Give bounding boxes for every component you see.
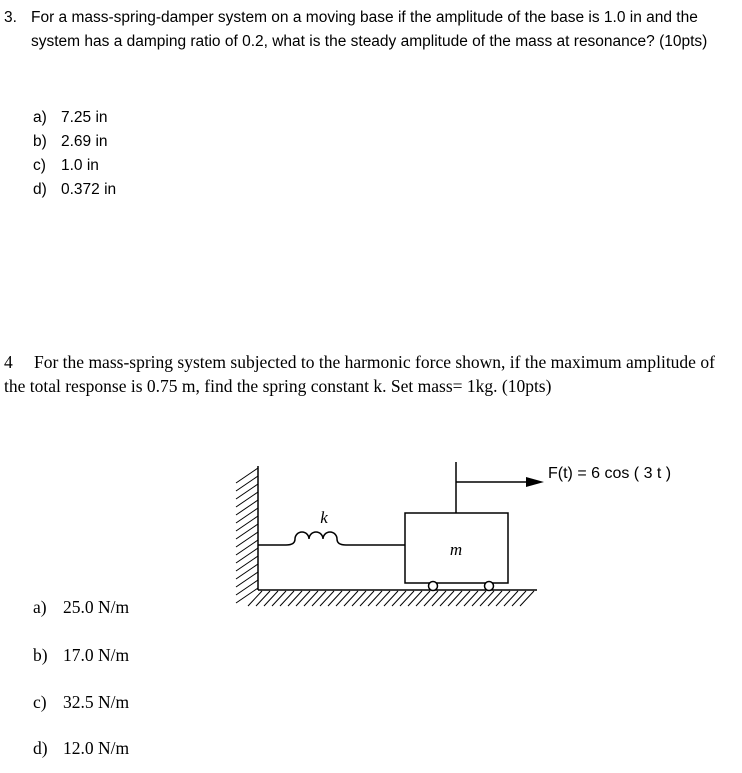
- option-value: 7.25 in: [61, 109, 108, 126]
- option-value: 17.0 N/m: [63, 645, 130, 665]
- option-value: 1.0 in: [61, 157, 99, 174]
- wheel-right-icon: [485, 582, 494, 591]
- option-value: 2.69 in: [61, 133, 108, 150]
- option-value: 32.5 N/m: [63, 692, 130, 712]
- wheel-left-icon: [429, 582, 438, 591]
- force-arrow-head-icon: [526, 477, 544, 487]
- option-label: d): [33, 181, 47, 198]
- question-4-option-b: [33, 645, 129, 666]
- option-label: c): [33, 692, 47, 712]
- spring-icon: [258, 532, 405, 545]
- figure-drawing: [236, 462, 544, 606]
- question-4-option-a: [33, 597, 129, 618]
- option-label: c): [33, 157, 46, 174]
- spring-constant-label: k: [320, 508, 328, 527]
- option-label: b): [33, 133, 47, 150]
- question-3-number: 3.: [4, 9, 17, 26]
- question-3-text: For a mass-spring-damper system on a moving base if the amplitude of the base is 1.0 in and the system has a damping ratio of 0.2, what is the steady amplitude of the mass at resonance? (10pts): [31, 9, 708, 50]
- option-value: 0.372 in: [61, 181, 117, 198]
- option-label: a): [33, 597, 47, 617]
- question-4-number: 4: [4, 352, 13, 372]
- option-label: b): [33, 645, 48, 665]
- force-label: F(t) = 6 cos ( 3 t ): [548, 465, 672, 482]
- floor-hatching: [248, 591, 534, 606]
- option-label: a): [33, 109, 47, 126]
- question-4-option-d: [33, 738, 129, 759]
- mass-label: m: [449, 540, 463, 559]
- option-label: d): [33, 738, 48, 758]
- option-value: 12.0 N/m: [63, 738, 130, 758]
- option-value: 25.0 N/m: [63, 597, 130, 617]
- wall-hatching: [236, 468, 258, 603]
- question-4-text: For the mass-spring system subjected to the harmonic force shown, if the maximum amplitude of the total response is 0.75 m, find the spring constant k. Set mass= 1kg. (10pts): [4, 352, 715, 396]
- question-4-option-c: [33, 692, 129, 713]
